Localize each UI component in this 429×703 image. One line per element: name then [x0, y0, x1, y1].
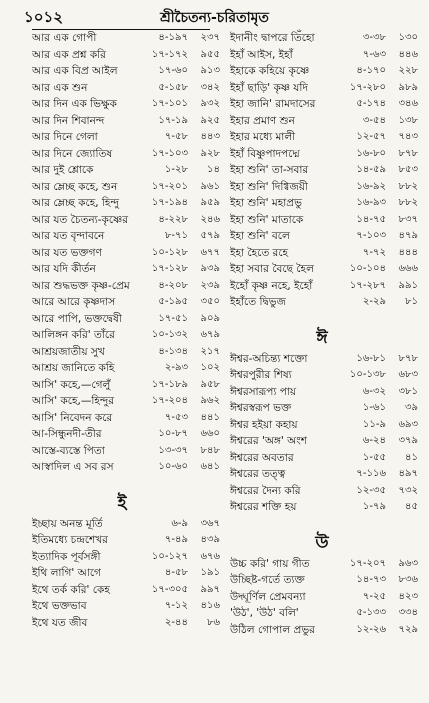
entry-reference: ৪-১৭০ — [356, 65, 386, 76]
entry-page: ২৪৬ — [200, 213, 220, 225]
entry-page: ৪১ — [405, 451, 418, 463]
entry-page: ৭৪৩ — [398, 131, 418, 142]
entry-reference: ১৭-১০১ — [151, 98, 188, 109]
entry-page: ৯৯৭ — [200, 583, 220, 595]
entry-page: ৪৪৩ — [200, 131, 220, 142]
entry-term: আর যত ভক্তগণ — [32, 246, 102, 259]
entry-page: ৯২৫ — [200, 114, 220, 126]
index-entry — [222, 622, 422, 639]
entry-page: ৯৯১ — [398, 279, 418, 291]
entry-term: ইহার প্রমাণ শুন — [230, 114, 295, 127]
entry-page: ১৩০ — [398, 32, 418, 43]
index-entry — [222, 278, 422, 295]
index-entry — [222, 351, 422, 368]
index-entry — [22, 195, 222, 212]
entry-reference: ৭-৭২ — [362, 246, 386, 258]
entry-term: আর এক বিপ্র আইল — [32, 65, 118, 77]
index-entry — [22, 393, 222, 410]
entry-term: ঈশ্বরের দৈন্য করি — [230, 484, 301, 497]
entry-reference: ৭-১২ — [164, 600, 188, 611]
index-entry — [22, 212, 222, 229]
entry-page: ৬৭৯ — [200, 329, 220, 340]
index-entry — [222, 30, 422, 47]
index-entry — [22, 549, 222, 566]
entry-reference: ৩-৩৮ — [362, 32, 386, 43]
page-number: ১০১২ — [24, 8, 63, 26]
index-entry — [22, 113, 222, 130]
entry-page: ৯০৯ — [200, 312, 220, 324]
index-entry — [222, 499, 422, 516]
index-entry — [222, 384, 422, 401]
index-entry — [22, 311, 222, 328]
index-entry — [222, 129, 422, 146]
index-entry — [22, 129, 222, 146]
running-title: শ্রীচৈতন্য-চরিতামৃত — [160, 10, 269, 26]
index-entry — [222, 450, 422, 467]
entry-term: উদ্ঘূর্ণিল প্রেমবন্যা — [230, 590, 306, 603]
entry-reference: ১১-৯ — [362, 418, 386, 430]
entry-term: ইথে যত জীব — [32, 616, 88, 629]
entry-reference: ৭-১১৬ — [356, 468, 386, 479]
entry-term: আর দিনে গেলা — [32, 131, 98, 143]
entry-reference: ১৩-৩৭ — [158, 444, 188, 456]
entry-page: ২২৮ — [398, 65, 418, 76]
entry-reference: ৫-১৭৪ — [356, 98, 386, 109]
index-entry — [222, 63, 422, 80]
entry-term: ঈশ্বরের শক্তি হয় — [230, 501, 297, 513]
index-entry — [222, 80, 422, 97]
entry-page: ৪৪১ — [200, 411, 220, 423]
entry-term: আর যদি কীর্তন — [32, 263, 96, 275]
entry-reference: ১৭-২০১ — [151, 180, 188, 192]
entry-list — [222, 30, 422, 311]
index-entry — [222, 417, 422, 434]
entry-page: ৮৮২ — [398, 197, 418, 208]
entry-page: ৪৩৯ — [200, 534, 220, 545]
index-entry — [22, 47, 222, 64]
entry-reference: ১-৭৯ — [362, 501, 386, 512]
entry-reference: ১৪-৭৫ — [356, 213, 386, 225]
entry-term: আর যত চৈতন্য-কৃষ্ণের — [32, 213, 128, 226]
entry-page: ২৩৯ — [200, 279, 220, 291]
entry-reference: ৭-৪৯ — [164, 534, 188, 545]
index-entry — [222, 195, 422, 212]
entry-page: ৪৭৯ — [398, 230, 418, 241]
entry-page: ৭৩২ — [398, 484, 418, 496]
entry-term: ইহাঁ ছাড়ি' কৃষ্ণ যদি — [230, 81, 308, 94]
index-entry — [22, 426, 222, 443]
index-entry — [222, 47, 422, 64]
entry-page: ২১৭ — [200, 345, 220, 357]
entry-reference: ৩-৫৪ — [362, 114, 386, 126]
entry-reference: ৭-২৫ — [362, 590, 386, 602]
entry-reference: ৪-২২৮ — [158, 213, 188, 225]
index-entry — [222, 367, 422, 384]
entry-term: ইহাঁ আইস, ইহাঁ — [230, 48, 293, 61]
entry-page: ৪১৬ — [200, 600, 220, 611]
entry-term: ইদানীং দ্বাপরে তিঁহো — [230, 32, 315, 44]
index-entry — [22, 146, 222, 163]
section-letter: উ — [315, 532, 329, 553]
index-entry — [222, 113, 422, 130]
entry-reference: ১২-৫৭ — [356, 131, 386, 142]
index-entry — [22, 598, 222, 615]
index-entry — [222, 96, 422, 113]
index-entry — [222, 483, 422, 500]
entry-page: ৬৮৩ — [398, 369, 418, 380]
entry-page: ৮৩৬ — [398, 574, 418, 585]
entry-term: আশ্রয় জানিতে কহি — [32, 362, 115, 374]
index-entry — [22, 516, 222, 533]
entry-reference: ১০-১৩২ — [151, 329, 188, 340]
entry-page: ৮৮২ — [398, 180, 418, 192]
entry-page: ৬৭৬ — [200, 550, 220, 562]
entry-reference: ৮-৭১ — [164, 230, 188, 241]
entry-term: আস্বাদিল এ সব রস — [32, 461, 114, 473]
entry-term: উচ্ছিষ্ট-গর্তে ত্যক্ত — [230, 574, 305, 586]
entry-page: ৩৬৭ — [200, 517, 220, 529]
entry-reference: ১৭-২০৪ — [151, 395, 188, 406]
index-entry — [22, 344, 222, 361]
entry-reference: ৪-২০৮ — [158, 279, 188, 291]
entry-term: আর দিন শিবানন্দ — [32, 114, 105, 127]
entry-list — [22, 516, 222, 632]
entry-reference: ২-৪৪ — [164, 616, 188, 628]
entry-reference: ১৭-১৯৪ — [151, 197, 188, 208]
entry-reference: ৬-৩২ — [362, 385, 386, 397]
entry-term: আস্তে-ব্যস্তে পিতা — [32, 444, 105, 457]
entry-term: ইহা শুনি' তা-সবার — [230, 164, 309, 176]
index-entry — [22, 294, 222, 311]
entry-reference: ১৭-১৮৯ — [151, 378, 188, 390]
index-entry — [22, 459, 222, 476]
entry-term: উঠিল গোপাল প্রভুর — [230, 623, 315, 636]
entry-term: আরে পাপি, ভক্তদ্বেষী — [32, 312, 122, 325]
entry-reference: ১৭-৬০ — [158, 65, 188, 76]
entry-page: ৩৯ — [405, 402, 418, 413]
entry-page: ৯৮৯ — [398, 81, 418, 93]
entry-term: আ-সিন্ধুনদী-তীর — [32, 428, 102, 440]
index-entry — [222, 146, 422, 163]
entry-page: ৬৯৩ — [398, 418, 418, 430]
entry-term: ইহা শুনি' দিগ্বিজয়ী — [230, 180, 308, 193]
entry-term: ঈশ্বর হইয়া কহায় — [230, 418, 298, 431]
entry-term: আর ম্লেচ্ছ কহে, শুন — [32, 180, 118, 193]
entry-page: ১৪ — [207, 164, 220, 175]
entry-reference: ৬-৯ — [171, 517, 188, 529]
entry-term: ইত্যাদিক পূর্বসঙ্গী — [32, 550, 101, 563]
index-entry — [222, 605, 422, 622]
entry-page: ৯৬৩ — [398, 557, 418, 569]
entry-reference: ৫-১৯৫ — [158, 296, 188, 307]
entry-reference: ১৪-৭৩ — [356, 574, 386, 585]
index-entry — [222, 466, 422, 483]
entry-term: আর এক গোপী — [32, 32, 97, 44]
entry-reference: ২-৯৩ — [164, 362, 188, 373]
index-entry — [222, 212, 422, 229]
entry-page: ৯৫৮ — [200, 378, 220, 390]
index-entry — [222, 179, 422, 196]
index-entry — [22, 410, 222, 427]
entry-list — [222, 351, 422, 516]
entry-page: ৪৯৭ — [398, 468, 418, 479]
entry-list — [222, 556, 422, 639]
entry-term: ঈশ্বরপুরীর শিষ্য — [230, 369, 292, 381]
entry-page: ৯৩২ — [200, 98, 220, 109]
index-entry — [222, 162, 422, 179]
entry-reference: ১-২৮ — [164, 164, 188, 175]
entry-page: ৬৬০ — [200, 428, 220, 439]
index-entry — [222, 261, 422, 278]
index-entry — [22, 179, 222, 196]
entry-reference: ১০-১২৮ — [151, 246, 188, 258]
index-entry — [22, 96, 222, 113]
entry-page: ৩৪২ — [200, 81, 220, 93]
entry-page: ৮৭৮ — [398, 352, 418, 364]
index-entry — [22, 63, 222, 80]
entry-term: ইহাঁ বিষ্ণুপাদপদ্মে — [230, 147, 300, 160]
index-entry — [22, 80, 222, 97]
entry-page: ৬৭৭ — [200, 246, 220, 258]
entry-page: ৩৭৯ — [398, 435, 418, 446]
entry-page: ৪৫ — [405, 501, 418, 512]
entry-reference: ১২-২৬ — [356, 623, 386, 635]
entry-page: ৯৩৯ — [200, 263, 220, 274]
index-entry — [22, 615, 222, 632]
entry-reference: ১০-১২৭ — [151, 550, 188, 562]
entry-reference: ১৭-২০৭ — [349, 557, 386, 569]
entry-reference: ১৬-৯৩ — [356, 197, 386, 208]
entry-reference: ১৬-৮০ — [356, 147, 386, 159]
index-entry — [22, 377, 222, 394]
entry-term: উচ্চ করি' গায় গীত — [230, 557, 310, 570]
index-entry — [22, 565, 222, 582]
section-letter: ই — [117, 492, 127, 513]
entry-page: ৯৫৫ — [200, 48, 220, 60]
index-entry — [222, 245, 422, 262]
index-entry — [22, 228, 222, 245]
entry-reference: ১৪-৫৯ — [356, 164, 386, 175]
index-entry — [22, 30, 222, 47]
entry-reference: ১০-১৩৮ — [349, 369, 386, 380]
entry-term: ইহোঁ কৃষ্ণ নহে, ইহোঁ — [230, 279, 313, 292]
entry-term: আর এক শুন — [32, 81, 88, 94]
entry-page: ৮১ — [405, 296, 418, 307]
entry-reference: ৭-৫৩ — [164, 411, 188, 423]
entry-term: আর এক প্রশ্ন করি — [32, 48, 106, 61]
entry-reference: ১৭-১৯ — [158, 114, 188, 126]
entry-term: ইথে ভক্তভাব — [32, 600, 87, 612]
entry-term: ইহা শুনি' মাতাকে — [230, 213, 304, 226]
entry-reference: ১৭-৫১ — [158, 312, 188, 324]
entry-term: ইহাঁতে দ্বিভুজ — [230, 296, 286, 308]
entry-reference: ১৭-১২৮ — [151, 263, 188, 274]
left-column — [22, 30, 222, 631]
entry-page: ৬৬৬ — [398, 263, 418, 274]
index-entry — [22, 327, 222, 344]
entry-term: আসি' নিবেদন করে — [32, 411, 113, 424]
index-entry — [22, 360, 222, 377]
index-entry — [22, 162, 222, 179]
entry-page: ১০২ — [200, 362, 220, 373]
entry-reference: ১৭-১৭২ — [151, 48, 188, 60]
entry-page: ৪৪৬ — [398, 48, 418, 60]
entry-term: ইহা জানি' রামদাসের — [230, 98, 316, 110]
index-entry — [222, 294, 422, 311]
entry-term: ইহা শুনি' বলে — [230, 230, 290, 242]
entry-page: ৮৪৮ — [200, 444, 220, 456]
entry-reference: ১২-৩৫ — [356, 484, 386, 496]
entry-list — [22, 30, 222, 476]
entry-page: ৯৫৯ — [200, 197, 220, 208]
index-entry — [222, 433, 422, 450]
entry-term: আর দুই শ্লোকে — [32, 164, 94, 176]
entry-page: ১৯১ — [200, 567, 220, 578]
entry-term: আর দিনে জ্যোতিষ — [32, 147, 113, 160]
entry-reference: ১৭-২৮০ — [349, 81, 386, 93]
entry-term: আর ম্লেচ্ছ কহে, হিন্দু — [32, 197, 119, 209]
entry-reference: ১৭-৩০৫ — [151, 583, 188, 595]
entry-term: ইচ্ছায় অনন্ত মূর্তি — [32, 517, 103, 530]
entry-page: ৩৪৬ — [398, 98, 418, 109]
entry-page: ৫৭৯ — [200, 230, 220, 241]
entry-page: ৩৮১ — [398, 385, 418, 397]
entry-term: আর শুদ্ধভক্ত কৃষ্ণ-প্রেম — [32, 279, 130, 292]
index-entry — [22, 261, 222, 278]
entry-reference: ৭-৫৮ — [164, 131, 188, 142]
entry-reference: ১৭-২৮৭ — [349, 279, 386, 291]
entry-reference: ১-৫৫ — [362, 451, 386, 463]
entry-term: ঈশ্বরস্বরূপ ভক্ত — [230, 402, 292, 414]
entry-page: ৮৭৮ — [398, 147, 418, 159]
entry-reference: ৫-১৫৮ — [158, 81, 188, 93]
index-entry — [22, 582, 222, 599]
entry-term: আর দিন এক ভিক্ষুক — [32, 98, 117, 110]
entry-term: ঈশ্বর-অচিন্ত্য শক্তো — [230, 352, 308, 365]
index-entry — [222, 572, 422, 589]
index-entry — [22, 245, 222, 262]
entry-term: আশ্রয়জাতীয় সুখ — [32, 345, 105, 358]
entry-page: ৪৪৪ — [398, 246, 418, 258]
entry-term: ইতিমধ্যে চন্দ্রশেখর — [32, 534, 108, 546]
entry-term: ইহাকে কহিয়ে কৃষ্ণে — [230, 65, 310, 77]
entry-reference: ১০-৬০ — [158, 461, 188, 472]
section-letter: ঈ — [316, 327, 328, 348]
entry-page: ১৩৮ — [398, 114, 418, 126]
entry-reference: ৪-১৩৪ — [158, 345, 188, 357]
entry-reference: ১০-১০৪ — [349, 263, 386, 274]
entry-reference: ২-২৯ — [362, 296, 386, 307]
entry-page: ৩৫০ — [200, 296, 220, 307]
index-entry — [222, 400, 422, 417]
entry-term: ইথে তর্ক করি' কেহ — [32, 583, 110, 596]
index-entry — [222, 228, 422, 245]
entry-page: ৯৬২ — [200, 395, 220, 406]
entry-term: ঈশ্বরসারূপ্য পায় — [230, 385, 297, 398]
entry-page: ৮৫৩ — [398, 164, 418, 175]
entry-page: ৯১৩ — [200, 65, 220, 76]
entry-term: ইহার মধ্যে মালী — [230, 131, 296, 143]
right-column — [222, 30, 422, 638]
entry-page: ৮৬ — [207, 616, 220, 628]
index-entry — [22, 278, 222, 295]
index-entry — [22, 443, 222, 460]
entry-reference: ৪-১৯৭ — [158, 32, 188, 43]
entry-page: ৩৩৪ — [398, 607, 418, 618]
entry-term: ঈশ্বরের অবতার — [230, 451, 294, 464]
entry-term: ইথি লাগি' আগে — [32, 567, 101, 579]
entry-reference: ৭-৬৩ — [362, 48, 386, 60]
index-entry — [22, 532, 222, 549]
entry-reference: ৭-১০৩ — [356, 230, 386, 241]
entry-reference: ৬-২৪ — [362, 435, 386, 446]
entry-page: ৯৬১ — [200, 180, 220, 192]
entry-reference: ৪-৫৮ — [164, 567, 188, 578]
entry-reference: ৫-১৩৩ — [356, 607, 386, 618]
entry-page: ৬৪১ — [200, 461, 220, 472]
entry-reference: ১-৬১ — [362, 402, 386, 413]
entry-term: ইহা শুনি' মহাপ্রভু — [230, 197, 302, 209]
entry-reference: ১৭-১০৩ — [151, 147, 188, 159]
entry-term: আর যত বৃন্দাবনে — [32, 230, 105, 242]
entry-term: 'উঠ', 'উঠ' বলি' — [230, 607, 299, 619]
entry-page: ৯২৮ — [200, 147, 220, 159]
entry-term: ঈশ্বরের 'অঙ্গ' অংশ — [230, 435, 307, 447]
entry-page: ৭২৯ — [398, 623, 418, 635]
entry-term: ঈশ্বরের তত্ত্ব — [230, 468, 286, 480]
entry-page: ৪২৩ — [398, 590, 418, 602]
entry-term: ইহা সবার বৈছে হৈল — [230, 263, 314, 275]
entry-term: ইহা হৈতে রহে — [230, 246, 289, 259]
entry-term: আসি' কহে,—হিন্দুর — [32, 395, 115, 407]
entry-page: ৮৩৭ — [398, 213, 418, 225]
index-entry — [222, 589, 422, 606]
entry-term: আলিঙ্গন করি' তাঁরে — [32, 329, 115, 341]
index-entry — [222, 556, 422, 573]
entry-term: আসি' কহে,—গেলুঁ — [32, 378, 111, 391]
entry-page: ২৩৭ — [200, 32, 220, 43]
entry-reference: ১৬-৮১ — [356, 352, 386, 364]
entry-term: আরে আরে কৃষ্ণদাস — [32, 296, 116, 308]
entry-reference: ১০-৮৭ — [158, 428, 188, 439]
entry-reference: ১৬-৯২ — [356, 180, 386, 192]
